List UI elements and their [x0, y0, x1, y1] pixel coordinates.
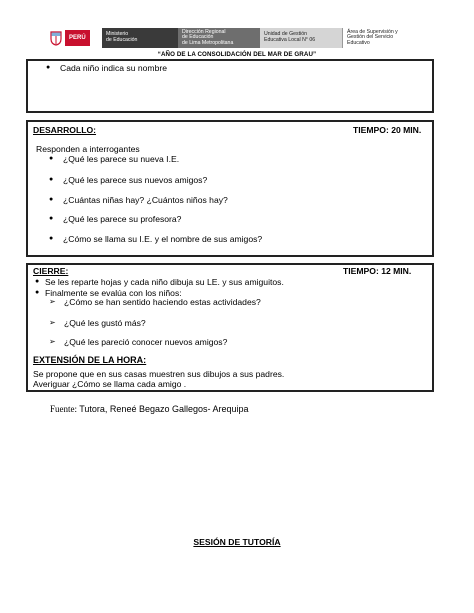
arrow-bullet-icon: ➢: [49, 318, 56, 327]
bullet-icon: ●: [49, 176, 54, 183]
year-title: “AÑO DE LA CONSOLIDACIÓN DEL MAR DE GRAU”: [157, 51, 317, 58]
bullet-icon: ●: [49, 215, 54, 222]
direccion-segment: [178, 28, 260, 48]
area-line: Educativo: [347, 39, 370, 46]
desarrollo-question: ¿Qué les parece su nueva I.E.: [63, 154, 180, 164]
session-title: SESIÓN DE TUTORÍA: [193, 537, 281, 547]
area-line: Área de Supervisión y: [347, 28, 398, 35]
desarrollo-question: ¿Qué les parece sus nuevos amigos?: [63, 175, 208, 185]
bullet-icon: ●: [35, 278, 40, 285]
bullet-icon: ●: [49, 196, 54, 203]
cierre-question: ¿Qué les gustó más?: [64, 318, 146, 328]
ministry-line: Ministerio: [106, 31, 129, 38]
area-line: Gestión del Servicio: [347, 34, 394, 41]
cierre-time: TIEMPO: 12 MIN.: [343, 266, 412, 276]
cierre-question: ¿Qué les pareció conocer nuevos amigos?: [64, 337, 228, 347]
bullet-icon: ●: [35, 289, 40, 296]
direccion-line: de Educación: [182, 34, 214, 41]
peru-logo: [46, 28, 102, 48]
extension-line: Se propone que en sus casas muestren sus dibujos a sus padres.: [33, 369, 285, 379]
arrow-bullet-icon: ➢: [49, 297, 56, 306]
cierre-bullet: Se les reparte hojas y cada niño dibuja su LE. y sus amiguitos.: [45, 277, 284, 287]
desarrollo-question: ¿Cómo se llama su I.E. y el nombre de sus amigos?: [63, 234, 263, 244]
desarrollo-title: DESARROLLO:: [33, 125, 97, 135]
bullet-icon: ●: [46, 64, 51, 71]
direccion-line: de Lima Metropolitana: [182, 39, 234, 46]
source-note: [50, 404, 249, 414]
bullet-icon: ●: [49, 155, 54, 162]
ministry-segment: [102, 28, 178, 48]
direccion-line: Dirección Regional: [182, 28, 226, 35]
desarrollo-time: TIEMPO: 20 MIN.: [353, 125, 422, 135]
peru-label: PERÚ: [65, 30, 90, 46]
desarrollo-question: ¿Cuántas niñas hay? ¿Cuántos niños hay?: [63, 195, 228, 205]
desarrollo-question: ¿Qué les parece su profesora?: [63, 214, 182, 224]
extension-line: Averiguar ¿Cómo se llama cada amigo .: [33, 379, 187, 389]
ugel-segment: [260, 28, 342, 48]
ministry-line: de Educación: [106, 37, 138, 43]
institutional-banner: [46, 28, 427, 48]
inicio-item: Cada niño indica su nombre: [60, 63, 168, 73]
ugel-line: Educativa Local N° 06: [264, 37, 316, 43]
area-segment: [342, 28, 427, 48]
coat-of-arms-icon: [49, 30, 63, 46]
source-text: Tutora, Reneé Begazo Gallegos- Arequipa: [79, 404, 249, 414]
cierre-title: CIERRE:: [33, 266, 69, 276]
source-label: Fuente:: [50, 404, 80, 414]
desarrollo-intro: Responden a interrogantes: [36, 144, 140, 154]
bullet-icon: ●: [49, 235, 54, 242]
cierre-question: ¿Cómo se han sentido haciendo estas actividades?: [64, 297, 261, 307]
arrow-bullet-icon: ➢: [49, 337, 56, 346]
extension-title: EXTENSIÓN DE LA HORA:: [33, 355, 147, 365]
ugel-line: Unidad de Gestión: [264, 31, 307, 38]
cierre-bullet: Finalmente se evalúa con los niños:: [45, 288, 182, 298]
